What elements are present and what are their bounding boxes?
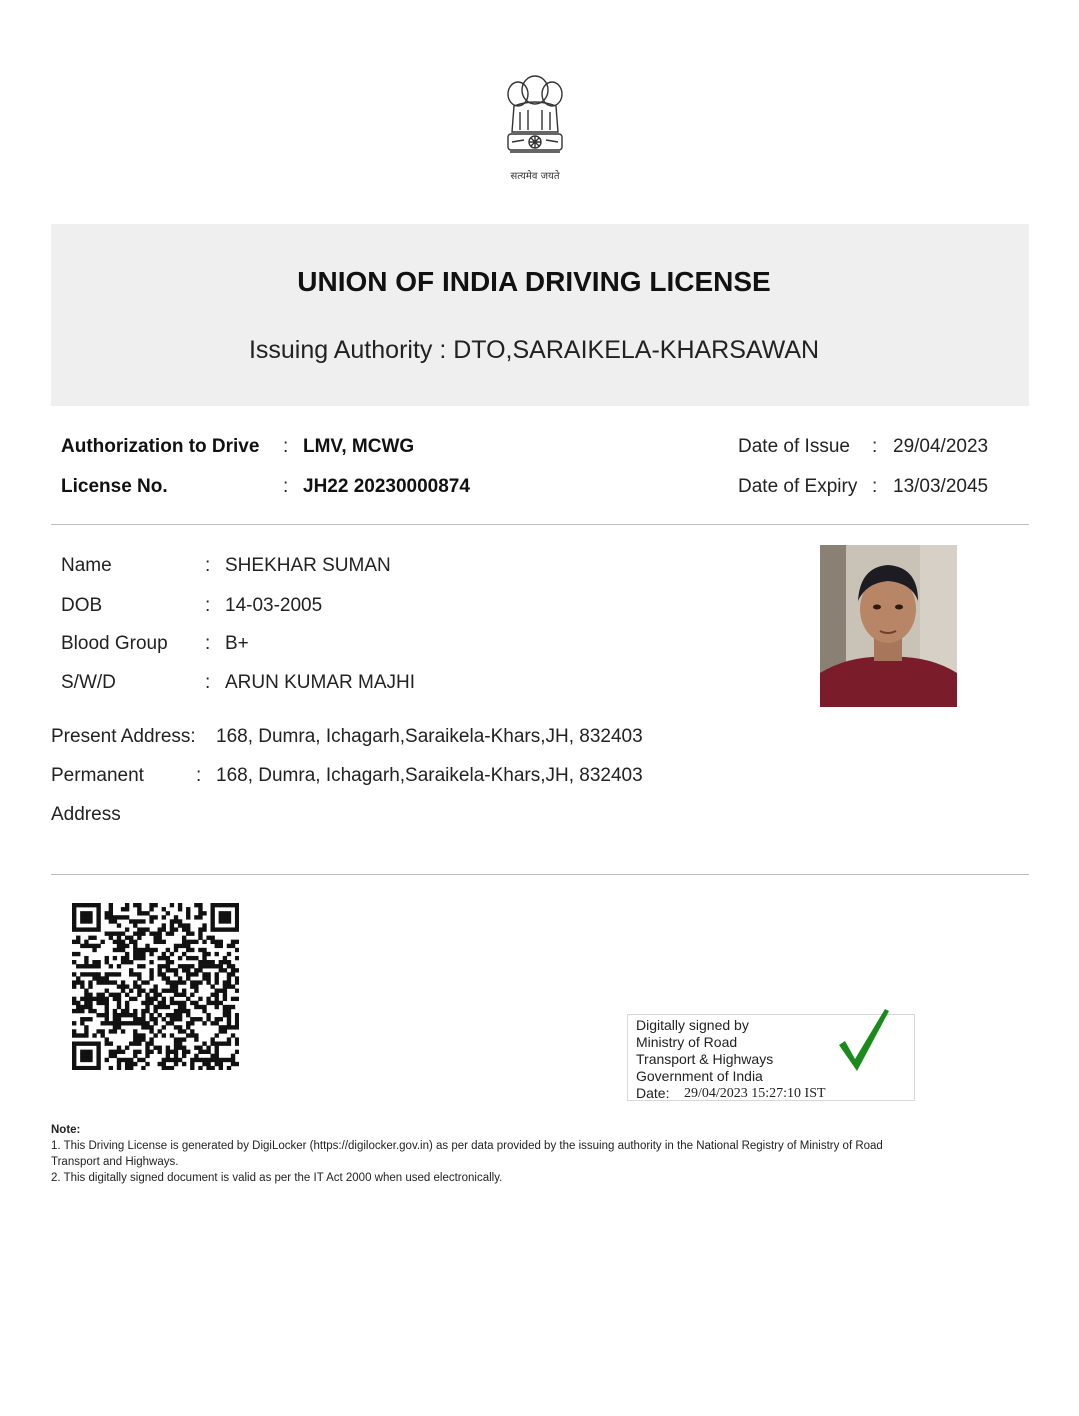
present-address-value: 168, Dumra, Ichagarh,Saraikela-Khars,JH, 832403	[216, 726, 643, 747]
colon: :	[283, 476, 289, 497]
signature-date-value: 29/04/2023 15:27:10 IST	[684, 1086, 826, 1101]
divider	[51, 874, 1029, 875]
swd-label: S/W/D	[61, 672, 116, 693]
holder-photo	[820, 545, 957, 707]
colon: :	[872, 476, 878, 497]
note-line: Transport and Highways.	[51, 1156, 179, 1168]
expiry-date-value: 13/03/2045	[893, 476, 989, 497]
colon: :	[205, 633, 211, 654]
present-address-label: Present Address:	[51, 726, 196, 747]
document-title: UNION OF INDIA DRIVING LICENSE	[297, 266, 771, 297]
colon: :	[205, 672, 211, 693]
issue-date-value: 29/04/2023	[893, 436, 989, 457]
license-number-value: JH22 20230000874	[303, 476, 470, 497]
name-label: Name	[61, 555, 112, 576]
note-heading: Note:	[51, 1124, 81, 1136]
colon: :	[283, 436, 289, 457]
permanent-address-value: 168, Dumra, Ichagarh,Saraikela-Khars,JH, 832403	[216, 765, 643, 786]
emblem-motto: सत्यमेव जयते	[510, 171, 560, 182]
divider	[51, 524, 1029, 525]
signature-line: Government of India	[636, 1068, 763, 1084]
issue-date-label: Date of Issue	[738, 436, 850, 457]
note-line: 1. This Driving License is generated by DigiLocker (https://digilocker.gov.in) as per data provided by the issuing authority in the National Registry of Ministry of Road	[51, 1140, 883, 1152]
qr-code	[72, 903, 239, 1070]
checkmark-icon	[833, 1005, 893, 1075]
authorization-label: Authorization to Drive	[61, 436, 260, 457]
authorization-value: LMV, MCWG	[303, 436, 415, 457]
blood-group-label: Blood Group	[61, 633, 168, 654]
signature-line: Ministry of Road	[636, 1034, 738, 1050]
name-value: SHEKHAR SUMAN	[225, 555, 391, 576]
license-number-label: License No.	[61, 476, 168, 497]
expiry-date-label: Date of Expiry	[738, 476, 858, 497]
dob-label: DOB	[61, 595, 103, 616]
colon: :	[872, 436, 878, 457]
note-line: 2. This digitally signed document is valid as per the IT Act 2000 when used electronically.	[51, 1172, 503, 1184]
permanent-address-label-cont: Address	[51, 804, 121, 825]
signature-date-label: Date:	[636, 1085, 670, 1101]
permanent-address-label: Permanent	[51, 765, 144, 786]
signature-line: Digitally signed by	[636, 1017, 749, 1033]
colon: :	[205, 595, 211, 616]
header-band	[51, 224, 1029, 406]
colon: :	[205, 555, 211, 576]
issuing-authority: Issuing Authority : DTO,SARAIKELA-KHARSAWAN	[248, 336, 820, 364]
colon: :	[196, 765, 202, 786]
digital-signature-box	[627, 1014, 915, 1101]
signature-line: Transport & Highways	[636, 1051, 774, 1067]
blood-group-value: B+	[225, 633, 249, 654]
swd-value: ARUN KUMAR MAJHI	[225, 672, 416, 693]
dob-value: 14-03-2005	[225, 595, 323, 616]
